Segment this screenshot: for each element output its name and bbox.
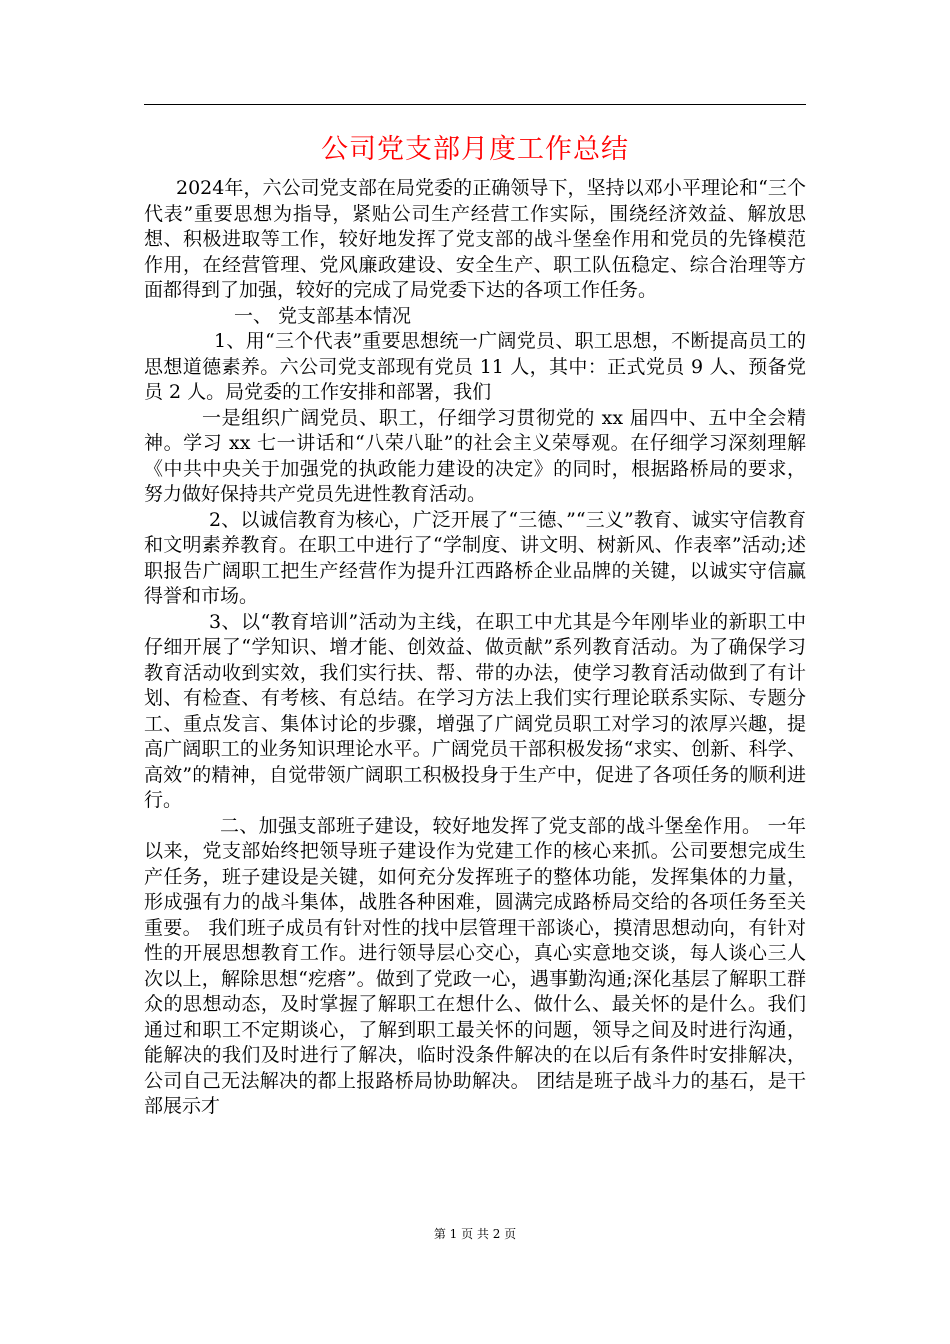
document-title: 公司党支部月度工作总结 — [321, 134, 629, 165]
body-paragraph: 1、用“三个代表”重要思想统一广阔党员、职工思想，不断提高员工的思想道德素养。六公司党支部现有党员 11 人，其中：正式党员 9 人、预备党员 2 人。局党委的工作安排和部署，我们 — [144, 330, 806, 403]
body-paragraph: 3、以“教育培训”活动为主线，在职工中尤其是今年刚毕业的新职工中仔细开展了“学知识、增才能、创效益、做贡献”系列教育活动。为了确保学习教育活动收到实效，我们实行扶、帮、带的办法，使学习教育活动做到了有计划、有检查、有考核、有总结。在学习方法上我们实行理论联系实际、专题分工、重点发言、集体讨论的步骤，增强了广阔党员职工对学习的浓厚兴趣，提高广阔职工的业务知识理论水平。广阔党员干部积极发扬“求实、创新、科学、高效”的精神，自觉带领广阔职工积极投身于生产中，促进了各项任务的顺利进行。 — [144, 610, 806, 811]
body-paragraph: 二、加强支部班子建设，较好地发挥了党支部的战斗堡垒作用。 一年以来，党支部始终把领导班子建设作为党建工作的核心来抓。公司要想完成生产任务，班子建设是关键，如何充分发挥班子的整体功能，发挥集体的力量，形成强有力的战斗集体，战胜各种困难，圆满完成路桥局交给的各项任务至关重要。 我们班子成员有针对性的找中层管理干部谈心，摸清思想动向，有针对性的开展思想教育工作。进行领导层心交心，真心实意地交谈，每人谈心三人次以上，解除思想“疙瘩”。做到了党政一心，遇事勤沟通;深化基层了解职工群众的思想动态，及时掌握了解职工在想什么、做什么、最关怀的是什么。我们通过和职工不定期谈心，了解到职工最关怀的问题，领导之间及时进行沟通，能解决的我们及时进行了解决，临时没条件解决的在以后有条件时安排解决，公司自己无法解决的都上报路桥局协助解决。 团结是班子战斗力的基石，是干部展示才 — [144, 814, 806, 1117]
document-body — [144, 176, 806, 1120]
body-paragraph: 2024年，六公司党支部在局党委的正确领导下，坚持以邓小平理论和“三个代表”重要思想为指导，紧贴公司生产经营工作实际，围绕经济效益、解放思想、积极进取等工作，较好地发挥了党支部的战斗堡垒作用和党员的先锋模范作用，在经营管理、党风廉政建设、安全生产、职工队伍稳定、综合治理等方面都得到了加强，较好的完成了局党委下达的各项工作任务。 — [144, 177, 806, 301]
body-paragraph: 2、以诚信教育为核心，广泛开展了“三德、”“三义”教育、诚实守信教育和文明素养教育。在职工中进行了“学制度、讲文明、树新风、作表率”活动;述职报告广阔职工把生产经营作为提升江西路桥企业品牌的关键，以诚实守信赢得誉和市场。 — [144, 508, 806, 607]
header-rule — [144, 104, 806, 105]
page-number: 第 1 页 共 2 页 — [433, 1227, 517, 1241]
section-heading: 一、 党支部基本情况 — [234, 304, 412, 327]
body-paragraph: 一是组织广阔党员、职工，仔细学习贯彻党的 xx 届四中、五中全会精神。学习 xx 七一讲话和“八荣八耻”的社会主义荣辱观。在仔细学习深刻理解《中共中央关于加强党的执政能力建设的决定》的同时，根据路桥局的要求，努力做好保持共产党员先进性教育活动。 — [144, 406, 806, 505]
